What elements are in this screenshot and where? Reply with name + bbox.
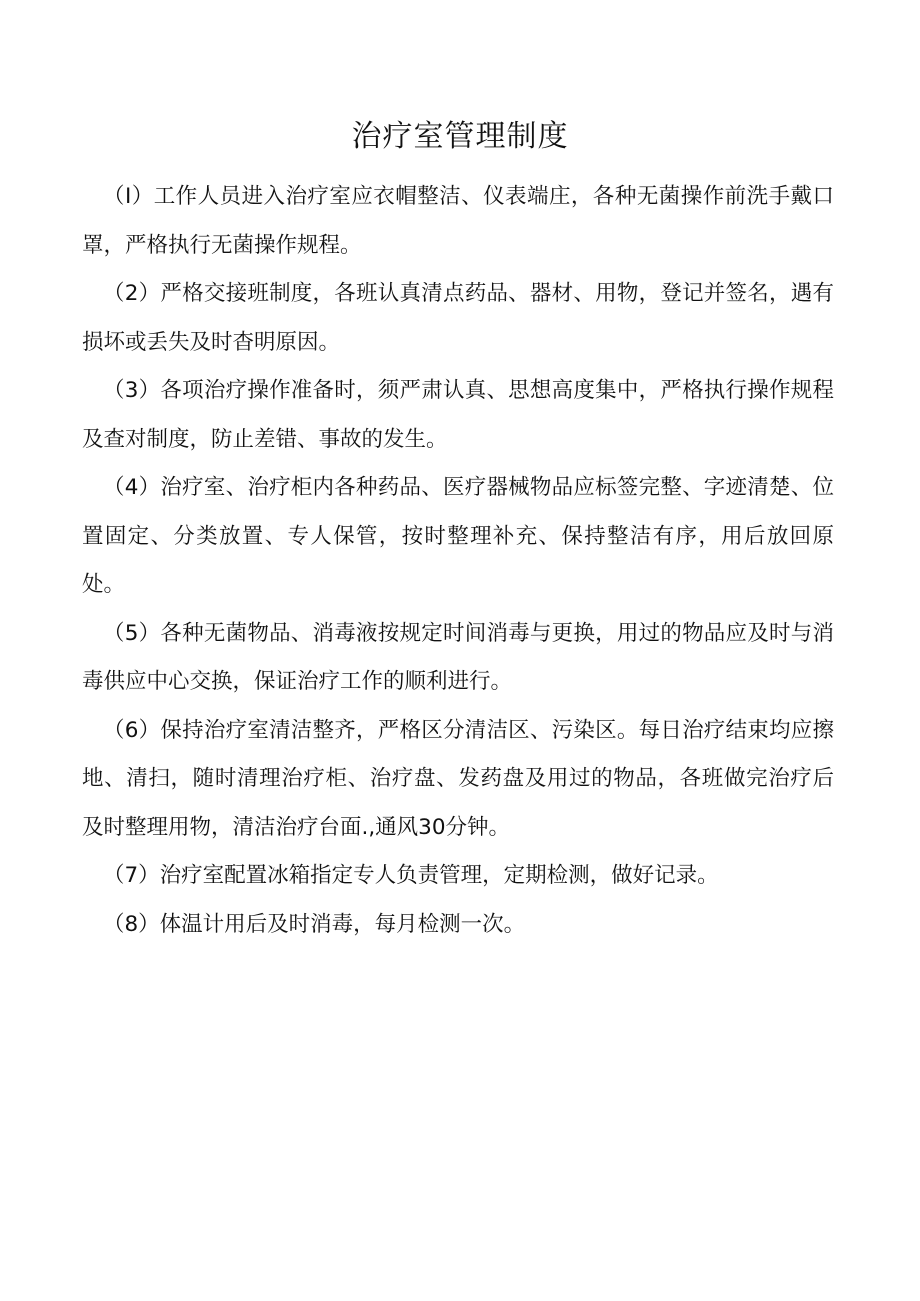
paragraph-8: （8）体温计用后及时消毒，每月检测一次。 — [103, 911, 526, 937]
paragraph-2: （2）严格交接班制度，各班认真清点药品、器材、用物，登记并签名，遇有损坏或丢失及时杳明原因。 — [82, 281, 834, 355]
page-title: 治疗室管理制度 — [351, 119, 569, 154]
paragraph-3: （3）各项治疗操作准备时，须严肃认真、思想高度集中，严格执行操作规程及查对制度，防止差错、事故的发生。 — [82, 378, 834, 452]
paragraph-6: （6）保持治疗室清洁整齐，严格区分清洁区、污染区。每日治疗结束均应擦地、清扫，随时清理治疗柜、治疗盘、发药盘及用过的物品，各班做完治疗后及时整理用物，清洁治疗台面.,通风30分钟。 — [82, 717, 834, 840]
document-body — [82, 173, 834, 949]
paragraph-1: （I）工作人员进入治疗室应衣帽整洁、仪表端庄，各种无菌操作前洗手戴口罩，严格执行无菌操作规程。 — [82, 184, 834, 258]
paragraph-5: （5）各种无菌物品、消毒液按规定时间消毒与更换，用过的物品应及时与消毒供应中心交换，保证治疗工作的顺利进行。 — [82, 620, 834, 694]
paragraph-7: （7）治疗室配置冰箱指定专人负责管理，定期检测，做好记录。 — [103, 863, 719, 888]
paragraph-4: （4）治疗室、治疗柜内各种药品、医疗器械物品应标签完整、字迹清楚、位置固定、分类放置、专人保管，按时整理补充、保持整洁有序，用后放回原处。 — [82, 475, 834, 597]
